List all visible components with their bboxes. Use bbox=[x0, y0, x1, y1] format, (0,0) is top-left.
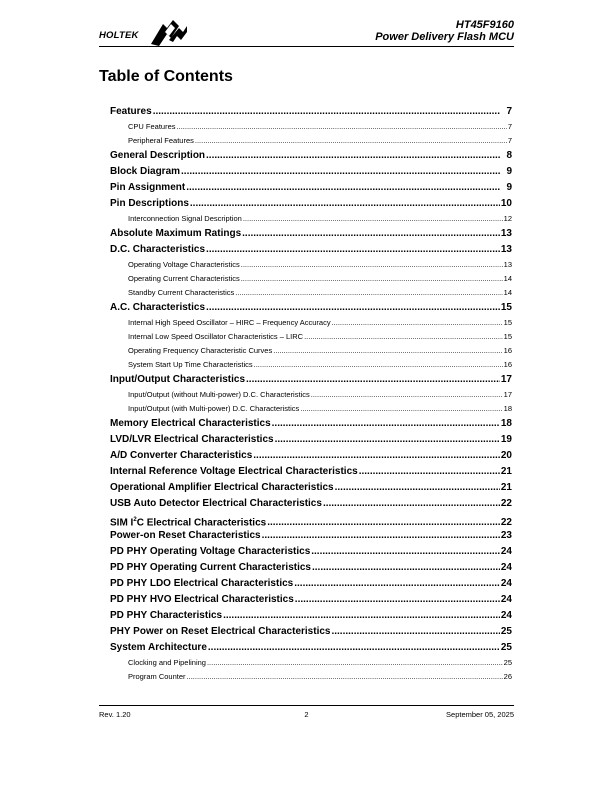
dot-leader bbox=[323, 496, 500, 512]
dot-leader bbox=[241, 258, 503, 272]
toc-entry-title: Program Counter bbox=[128, 672, 186, 681]
dot-leader bbox=[253, 448, 500, 464]
toc-page-number: 24 bbox=[500, 610, 512, 621]
header-title-block bbox=[375, 19, 514, 43]
toc-subentry[interactable] bbox=[110, 670, 512, 684]
dot-leader bbox=[272, 416, 500, 432]
dot-leader bbox=[206, 242, 500, 258]
toc-entry-title: Clocking and Pipelining bbox=[128, 658, 206, 667]
toc-entry[interactable] bbox=[110, 592, 512, 608]
dot-leader bbox=[331, 624, 499, 640]
toc-entry[interactable] bbox=[110, 640, 512, 656]
toc-entry-title: PD PHY Characteristics bbox=[110, 610, 223, 621]
dot-leader bbox=[177, 120, 507, 134]
dot-leader bbox=[153, 104, 500, 120]
toc-subentry[interactable] bbox=[110, 358, 512, 372]
toc-subentry[interactable] bbox=[110, 330, 512, 344]
toc-entry[interactable] bbox=[110, 544, 512, 560]
dot-leader bbox=[273, 344, 502, 358]
dot-leader bbox=[190, 196, 500, 212]
toc-subentry[interactable] bbox=[110, 316, 512, 330]
toc-entry[interactable] bbox=[110, 512, 512, 528]
release-date: September 05, 2025 bbox=[446, 710, 514, 719]
table-of-contents bbox=[110, 104, 512, 684]
toc-entry-title: A/D Converter Characteristics bbox=[110, 450, 253, 461]
toc-entry-title: Operating Current Characteristics bbox=[128, 274, 240, 283]
toc-page-number: 24 bbox=[500, 562, 512, 573]
dot-leader bbox=[300, 402, 502, 416]
toc-subentry[interactable] bbox=[110, 286, 512, 300]
toc-entry-title: General Description bbox=[110, 150, 206, 161]
dot-leader bbox=[359, 464, 500, 480]
toc-page-number: 13 bbox=[503, 260, 512, 269]
toc-page-number: 16 bbox=[503, 360, 512, 369]
toc-page-number: 14 bbox=[503, 274, 512, 283]
toc-entry[interactable] bbox=[110, 432, 512, 448]
toc-entry[interactable] bbox=[110, 300, 512, 316]
toc-entry-title: Block Diagram bbox=[110, 166, 181, 177]
toc-entry[interactable] bbox=[110, 608, 512, 624]
toc-entry-title: Pin Assignment bbox=[110, 182, 186, 193]
toc-entry-title: Peripheral Features bbox=[128, 136, 194, 145]
toc-entry[interactable] bbox=[110, 528, 512, 544]
toc-subentry[interactable] bbox=[110, 272, 512, 286]
toc-entry[interactable] bbox=[110, 416, 512, 432]
toc-page-number: 25 bbox=[503, 658, 512, 667]
toc-entry[interactable] bbox=[110, 496, 512, 512]
toc-page-number: 21 bbox=[500, 482, 512, 493]
toc-page-number: 14 bbox=[503, 288, 512, 297]
toc-subentry[interactable] bbox=[110, 402, 512, 416]
document-subtitle: Power Delivery Flash MCU bbox=[375, 31, 514, 43]
toc-entry[interactable] bbox=[110, 196, 512, 212]
toc-entry-title: PD PHY HVO Electrical Characteristics bbox=[110, 594, 294, 605]
toc-entry-title: PD PHY LDO Electrical Characteristics bbox=[110, 578, 294, 589]
toc-page-number: 25 bbox=[500, 642, 512, 653]
toc-entry-title: System Start Up Time Characteristics bbox=[128, 360, 253, 369]
toc-subentry[interactable] bbox=[110, 134, 512, 148]
toc-entry[interactable] bbox=[110, 624, 512, 640]
toc-entry-title: Input/Output Characteristics bbox=[110, 374, 246, 385]
dot-leader bbox=[208, 640, 500, 656]
toc-page-number: 22 bbox=[500, 498, 512, 509]
dot-leader bbox=[246, 372, 500, 388]
toc-entry[interactable] bbox=[110, 180, 512, 196]
dot-leader bbox=[335, 480, 500, 496]
toc-entry[interactable] bbox=[110, 164, 512, 180]
toc-entry-title: Pin Descriptions bbox=[110, 198, 189, 209]
toc-entry-title: PHY Power on Reset Electrical Characteristics bbox=[110, 626, 331, 637]
toc-page-number: 7 bbox=[506, 106, 512, 117]
dot-leader bbox=[312, 560, 500, 576]
dot-leader bbox=[206, 300, 500, 316]
toc-page-number: 26 bbox=[503, 672, 512, 681]
dot-leader bbox=[207, 656, 503, 670]
toc-entry-title: SIM $I^2C$ Electrical Characteristics bbox=[110, 517, 267, 529]
dot-leader bbox=[254, 358, 503, 372]
toc-entry[interactable] bbox=[110, 372, 512, 388]
toc-subentry[interactable] bbox=[110, 212, 512, 226]
revision: Rev. 1.20 bbox=[99, 710, 131, 719]
dot-leader bbox=[242, 226, 500, 242]
toc-page-number: 22 bbox=[500, 517, 512, 529]
toc-entry-title: D.C. Characteristics bbox=[110, 244, 206, 255]
dot-leader bbox=[195, 134, 507, 148]
page-number: 2 bbox=[304, 710, 309, 719]
dot-leader bbox=[243, 212, 503, 226]
toc-page-number: 24 bbox=[500, 594, 512, 605]
toc-entry-title: Internal Low Speed Oscillator Characteristics – LIRC bbox=[128, 332, 304, 341]
toc-page-number: 23 bbox=[500, 530, 512, 541]
toc-page-number: 13 bbox=[500, 228, 512, 239]
toc-entry-title: Memory Electrical Characteristics bbox=[110, 418, 271, 429]
page-footer bbox=[99, 705, 514, 719]
toc-entry-title: PD PHY Operating Voltage Characteristics bbox=[110, 546, 311, 557]
toc-page-number: 16 bbox=[503, 346, 512, 355]
toc-page-number: 9 bbox=[506, 182, 512, 193]
toc-page-number: 20 bbox=[500, 450, 512, 461]
toc-subentry[interactable] bbox=[110, 258, 512, 272]
toc-page-number: 25 bbox=[500, 626, 512, 637]
dot-leader bbox=[186, 180, 500, 196]
toc-entry[interactable] bbox=[110, 576, 512, 592]
dot-leader bbox=[181, 164, 500, 180]
toc-entry[interactable] bbox=[110, 560, 512, 576]
toc-page-number: 24 bbox=[500, 578, 512, 589]
toc-page-number: 15 bbox=[500, 302, 512, 313]
logo-text: HOLTEK bbox=[99, 30, 139, 41]
dot-leader bbox=[275, 432, 500, 448]
toc-entry-title: Input/Output (with Multi-power) D.C. Characteristics bbox=[128, 404, 300, 413]
toc-entry-title: Operational Amplifier Electrical Characteristics bbox=[110, 482, 334, 493]
toc-entry-title: Standby Current Characteristics bbox=[128, 288, 235, 297]
toc-entry[interactable] bbox=[110, 104, 512, 120]
toc-entry-title: LVD/LVR Electrical Characteristics bbox=[110, 434, 274, 445]
toc-entry-title: System Architecture bbox=[110, 642, 207, 653]
toc-entry[interactable] bbox=[110, 148, 512, 164]
toc-page-number: 18 bbox=[503, 404, 512, 413]
dot-leader bbox=[295, 592, 500, 608]
dot-leader bbox=[311, 388, 503, 402]
toc-subentry[interactable] bbox=[110, 344, 512, 358]
toc-page-number: 7 bbox=[507, 136, 512, 145]
toc-page-number: 13 bbox=[500, 244, 512, 255]
toc-entry-title: Features bbox=[110, 106, 152, 117]
toc-entry-title: A.C. Characteristics bbox=[110, 302, 206, 313]
toc-entry[interactable] bbox=[110, 226, 512, 242]
toc-entry-title: Operating Frequency Characteristic Curves bbox=[128, 346, 273, 355]
dot-leader bbox=[294, 576, 500, 592]
dot-leader bbox=[187, 670, 503, 684]
toc-page-number: 10 bbox=[500, 198, 512, 209]
part-number: HT45F9160 bbox=[455, 19, 514, 31]
toc-entry[interactable] bbox=[110, 480, 512, 496]
dot-leader bbox=[241, 272, 503, 286]
toc-entry-title: Interconnection Signal Description bbox=[128, 214, 242, 223]
toc-page-number: 18 bbox=[500, 418, 512, 429]
toc-page-number: 17 bbox=[503, 390, 512, 399]
holtek-logo-icon bbox=[149, 18, 189, 46]
dot-leader bbox=[235, 286, 502, 300]
toc-subentry[interactable] bbox=[110, 388, 512, 402]
toc-entry[interactable] bbox=[110, 464, 512, 480]
dot-leader bbox=[332, 316, 503, 330]
dot-leader bbox=[223, 608, 500, 624]
toc-page-number: 7 bbox=[507, 122, 512, 131]
toc-entry-title: USB Auto Detector Electrical Characteristics bbox=[110, 498, 322, 509]
toc-page-number: 15 bbox=[503, 318, 512, 327]
toc-page-number: 17 bbox=[500, 374, 512, 385]
toc-page-number: 15 bbox=[503, 332, 512, 341]
toc-entry-title: Operating Voltage Characteristics bbox=[128, 260, 240, 269]
toc-page-number: 9 bbox=[506, 166, 512, 177]
dot-leader bbox=[311, 544, 500, 560]
toc-entry-title: CPU Features bbox=[128, 122, 176, 131]
toc-entry-title: PD PHY Operating Current Characteristics bbox=[110, 562, 311, 573]
toc-entry-title: Input/Output (without Multi-power) D.C. Characteristics bbox=[128, 390, 310, 399]
toc-page-number: 8 bbox=[506, 150, 512, 161]
toc-page-number: 21 bbox=[500, 466, 512, 477]
dot-leader bbox=[206, 148, 500, 164]
toc-entry[interactable] bbox=[110, 242, 512, 258]
toc-entry-title: Internal High Speed Oscillator – HIRC – Frequency Accuracy bbox=[128, 318, 331, 327]
toc-page-number: 24 bbox=[500, 546, 512, 557]
toc-subentry[interactable] bbox=[110, 656, 512, 670]
toc-page-number: 19 bbox=[500, 434, 512, 445]
dot-leader bbox=[304, 330, 503, 344]
dot-leader bbox=[262, 528, 500, 544]
page-title: Table of Contents bbox=[99, 68, 233, 85]
toc-entry-title: Internal Reference Voltage Electrical Characteristics bbox=[110, 466, 358, 477]
toc-subentry[interactable] bbox=[110, 120, 512, 134]
toc-entry[interactable] bbox=[110, 448, 512, 464]
toc-entry-title: Absolute Maximum Ratings bbox=[110, 228, 242, 239]
holtek-logo bbox=[99, 18, 194, 44]
toc-entry-title: Power-on Reset Characteristics bbox=[110, 530, 261, 541]
page-header bbox=[99, 14, 514, 47]
toc-page-number: 12 bbox=[503, 214, 512, 223]
